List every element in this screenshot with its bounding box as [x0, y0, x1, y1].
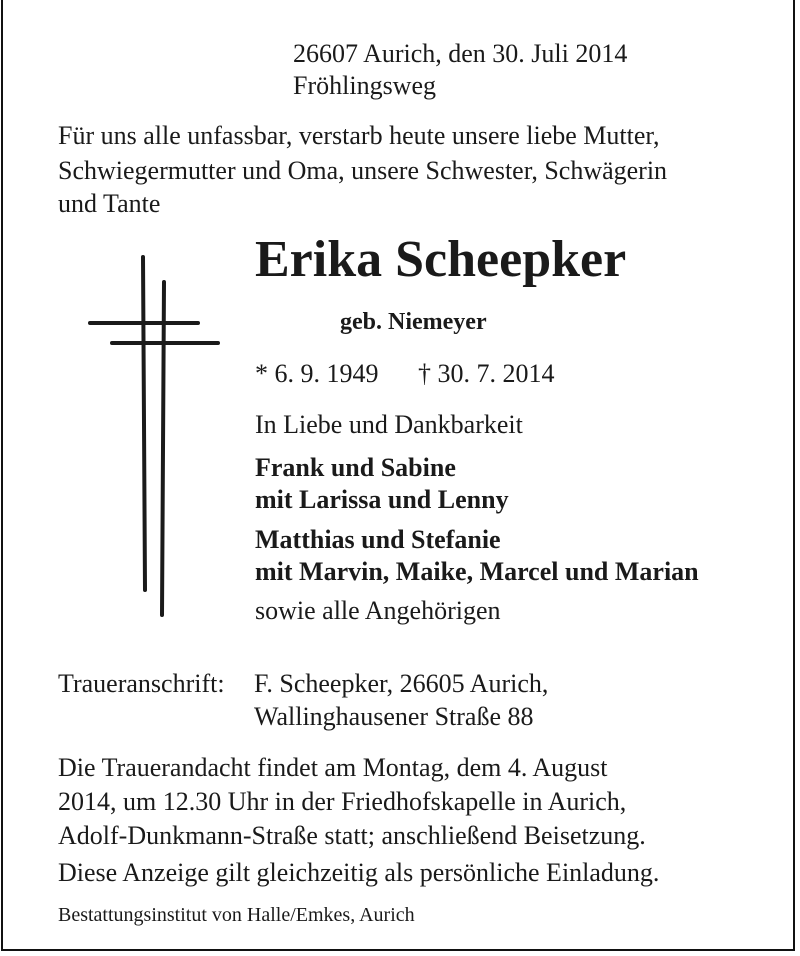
- family-2-line-2: mit Marvin, Maike, Marcel und Marian: [255, 557, 699, 586]
- address-label: Traueranschrift:: [58, 669, 225, 698]
- deceased-name: Erika Scheepker: [255, 231, 627, 288]
- funeral-home: Bestattungsinstitut von Halle/Emkes, Aurich: [58, 904, 415, 926]
- address-line-1: F. Scheepker, 26605 Aurich,: [254, 669, 549, 698]
- death-date: † 30. 7. 2014: [418, 359, 555, 388]
- ceremony-line-3: Adolf-Dunkmann-Straße statt; anschließend Beisetzung.: [58, 821, 646, 850]
- mourners-intro: In Liebe und Dankbarkeit: [255, 410, 523, 439]
- ceremony-line-4: Diese Anzeige gilt gleichzeitig als persönliche Einladung.: [58, 858, 660, 887]
- intro-line-3: und Tante: [58, 189, 161, 218]
- maiden-name: geb. Niemeyer: [340, 309, 487, 335]
- family-2-line-1: Matthias und Stefanie: [255, 525, 501, 554]
- cross-icon: [80, 250, 230, 620]
- birth-date: * 6. 9. 1949: [255, 359, 379, 388]
- family-1-line-2: mit Larissa und Lenny: [255, 485, 509, 514]
- family-1-line-1: Frank und Sabine: [255, 453, 456, 482]
- ceremony-line-1: Die Trauerandacht findet am Montag, dem 4. August: [58, 753, 608, 782]
- ceremony-line-2: 2014, um 12.30 Uhr in der Friedhofskapelle in Aurich,: [58, 787, 627, 816]
- address-line-2: Wallinghausener Straße 88: [254, 702, 534, 731]
- intro-line-2: Schwiegermutter und Oma, unsere Schwester, Schwägerin: [58, 156, 668, 185]
- mourners-others: sowie alle Angehörigen: [255, 596, 501, 625]
- street: Fröhlingsweg: [293, 71, 436, 100]
- intro-line-1: Für uns alle unfassbar, verstarb heute unsere liebe Mutter,: [58, 121, 660, 150]
- place-date: 26607 Aurich, den 30. Juli 2014: [293, 39, 628, 68]
